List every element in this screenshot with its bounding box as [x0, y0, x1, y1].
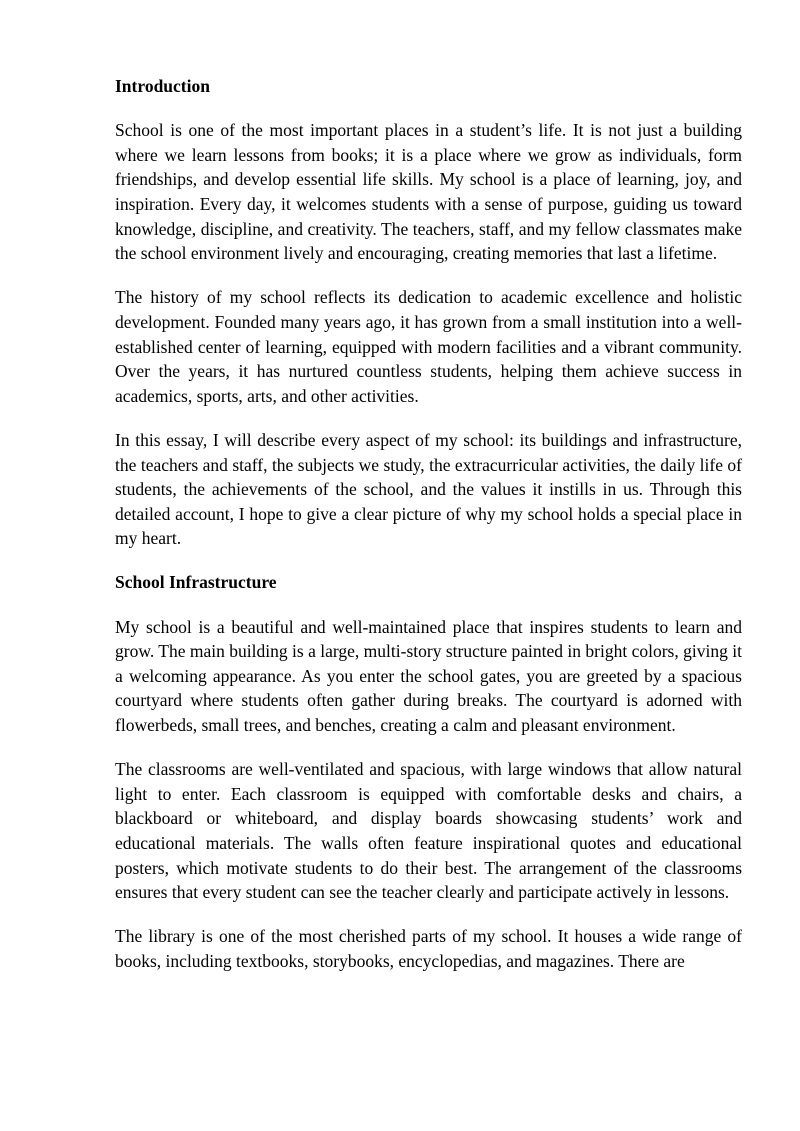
intro-paragraph-2: The history of my school reflects its dedication to academic excellence and holistic development. Founded many years ago, it has grown from a small institution into a well-established center of learning, equipped with modern facilities and a vibrant community. Over the years, it has nurtured countless students, helping them achieve success in academics, sports, arts, and other activities.: [115, 287, 742, 406]
infrastructure-paragraph-3: The library is one of the most cherished parts of my school. It houses a wide range of books, including textbooks, storybooks, encyclopedias, and magazines. There are: [115, 926, 742, 971]
infrastructure-paragraph-1: My school is a beautiful and well-maintained place that inspires students to learn and grow. The main building is a large, multi-story structure painted in bright colors, giving it a welcoming appearance. As you enter the school gates, you are greeted by a spacious courtyard where students often gather during breaks. The courtyard is adorned with flowerbeds, small trees, and benches, creating a calm and pleasant environment.: [115, 616, 742, 736]
essay-page: [115, 74, 742, 993]
section-heading-infrastructure: School Infrastructure: [115, 572, 277, 593]
intro-paragraph-3: In this essay, I will describe every aspect of my school: its buildings and infrastructure, the teachers and staff, the subjects we study, the extracurricular activities, the daily life of students, the achievements of the school, and the values it instills in us. Through this detailed account, I hope to give a clear picture of why my school holds a special place in my heart.: [115, 429, 742, 549]
intro-paragraph-1: School is one of the most important places in a student’s life. It is not just a building where we learn lessons from books; it is a place where we grow as individuals, form friendships, and develop essential life skills. My school is a place of learning, joy, and inspiration. Every day, it welcomes students with a sense of purpose, guiding us toward knowledge, discipline, and creativity. The teachers, staff, and my fellow classmates make the school environment lively and encouraging, creating memories that last a lifetime.: [115, 120, 742, 264]
section-heading-introduction: Introduction: [115, 76, 210, 96]
infrastructure-paragraph-2: The classrooms are well-ventilated and spacious, with large windows that allow natural light to enter. Each classroom is equipped with comfortable desks and chairs, a blackboard or whiteboard, and display boards showcasing students’ work and educational materials. The walls often feature inspirational quotes and educational posters, which motivate students to do their best. The arrangement of the classrooms ensures that every student can see the teacher clearly and participate actively in lessons.: [115, 759, 742, 903]
